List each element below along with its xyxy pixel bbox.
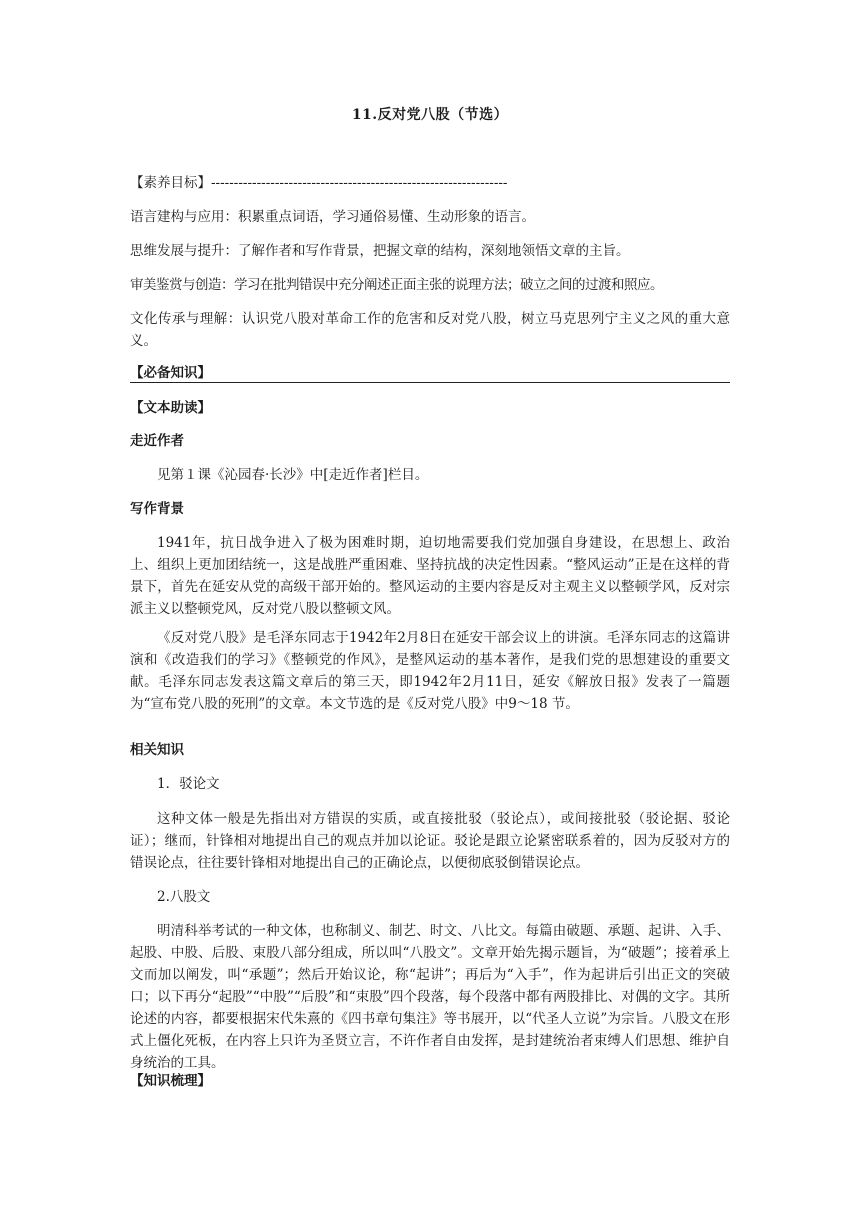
knowledge-heading: 【知识梳理】: [130, 1073, 211, 1089]
related-heading: 相关知识: [130, 742, 184, 758]
item-2-heading: 2.八股文: [157, 889, 211, 905]
goal-thinking: 思维发展与提升：了解作者和写作背景，把握文章的结构，深刻地领悟文章的主旨。: [130, 243, 630, 259]
author-text: 见第１课《沁园春·长沙》中[走近作者]栏目。: [157, 467, 429, 483]
goal-aesthetic: 审美鉴赏与创造：学习在批判错误中充分阐述正面主张的说理方法；破立之间的过渡和照应。: [130, 277, 663, 293]
document-title: 11.反对党八股（节选）: [351, 107, 509, 123]
must-know-heading: 【必备知识】: [130, 365, 211, 381]
goals-heading: 【素养目标】-----------------------------------------------------------------: [130, 175, 508, 191]
author-heading: 走近作者: [130, 433, 184, 449]
background-heading: 写作背景: [130, 501, 184, 517]
background-paragraph-2: 《反对党八股》是毛泽东同志于1942年2月8日在延安干部会议上的讲演。毛泽东同志的这篇讲演和《改造我们的学习》《整顿党的作风》，是整风运动的基本著作，是我们党的思想建设的重要文献。毛泽东同志发表这篇文章后的第三天，即1942年2月11日，延安《解放日报》发表了一篇题为“宣布党八股的死刑”的文章。本文节选的是《反对党八股》中9～18 节。: [130, 630, 730, 712]
section-divider: [130, 382, 730, 383]
item-2-text: 明清科举考试的一种文体，也称制义、制艺、时文、八比文。每篇由破题、承题、起讲、入手、起股、中股、后股、束股八部分组成，所以叫“八股文”。文章开始先揭示题旨，为“破题”；接着承上文而加以阐发，叫“承题”；然后开始议论，称“起讲”；再后为“入手”，作为起讲后引出正文的突破口；以下再分“起股”“中股”“后股”和“束股”四个段落，每个段落中都有两股排比、对偶的文字。其所论述的内容，都要根据宋代朱熹的《四书章句集注》等书展开，以“代圣人立说”为宗旨。八股文在形式上僵化死板，在内容上只许为圣贤立言，不许作者自由发挥，是封建统治者束缚人们思想、维护自身统治的工具。: [130, 923, 730, 1071]
goal-culture: 文化传承与理解：认识党八股对革命工作的危害和反对党八股，树立马克思列宁主义之风的重大意义。: [130, 311, 730, 349]
item-1-heading: 1．驳论文: [157, 776, 220, 792]
item-1-text: 这种文体一般是先指出对方错误的实质，或直接批驳（驳论点），或间接批驳（驳论据、驳论证）；继而，针锋相对地提出自己的观点并加以论证。驳论是跟立论紧密联系着的，因为反驳对方的错误论点，往往要针锋相对地提出自己的正确论点，以便彻底驳倒错误论点。: [130, 811, 730, 871]
goal-language: 语言建构与应用：积累重点词语，学习通俗易懂、生动形象的语言。: [130, 209, 535, 225]
reading-heading: 【文本助读】: [130, 400, 211, 416]
background-paragraph-1: 1941年，抗日战争进入了极为困难时期，迫切地需要我们党加强自身建设，在思想上、政治上、组织上更加团结统一，这是战胜严重困难、坚持抗战的决定性因素。“整风运动”正是在这样的背景下，首先在延安从党的高级干部开始的。整风运动的主要内容是反对主观主义以整顿学风，反对宗派主义以整顿党风，反对党八股以整顿文风。: [130, 535, 730, 617]
